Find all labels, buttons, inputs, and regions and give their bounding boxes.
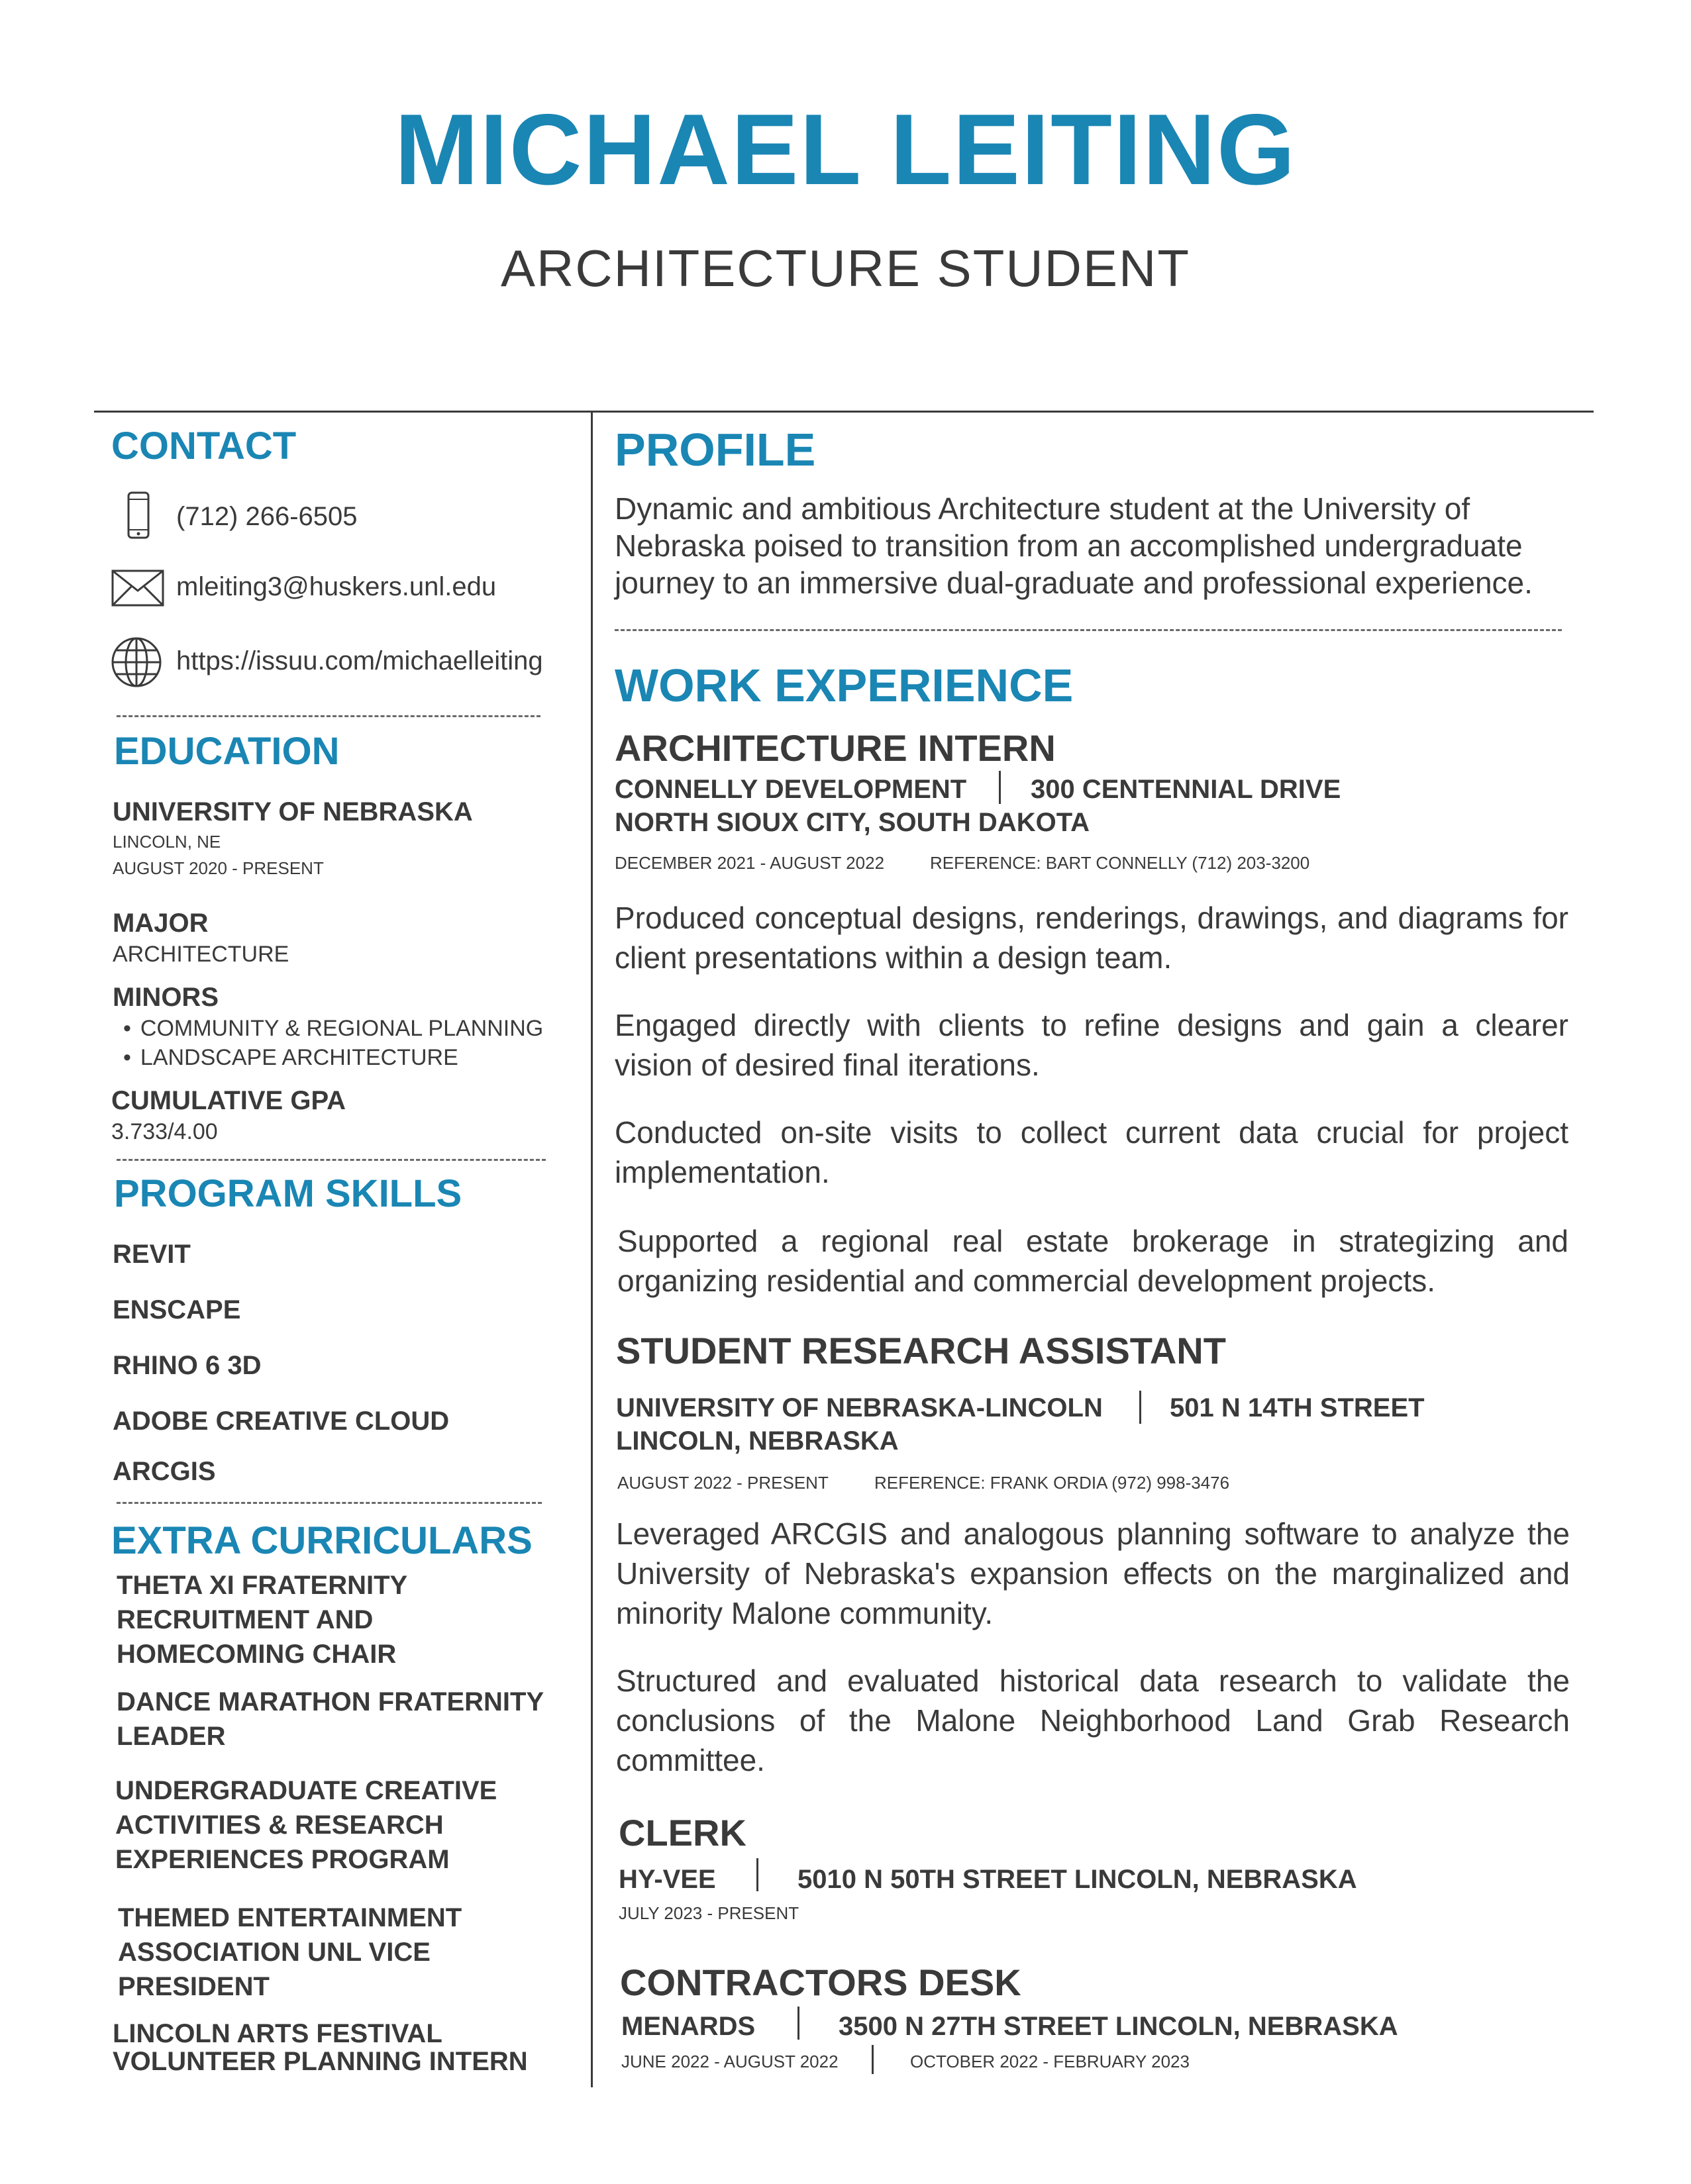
column-divider	[591, 412, 593, 2087]
job-title: STUDENT RESEARCH ASSISTANT	[616, 1330, 1226, 1371]
resume-name: MICHAEL LEITING	[394, 93, 1297, 206]
job-dates: DECEMBER 2021 - AUGUST 2022	[615, 853, 885, 873]
job-title: CLERK	[619, 1812, 746, 1854]
job-dates: JUNE 2022 - AUGUST 2022	[621, 2052, 839, 2071]
skill-item: ARCGIS	[113, 1457, 216, 1486]
job-dates: JULY 2023 - PRESENT	[619, 1903, 799, 1923]
education-dates: AUGUST 2020 - PRESENT	[113, 858, 324, 878]
job-dates-second: OCTOBER 2022 - FEBRUARY 2023	[910, 2052, 1190, 2071]
phone-icon	[110, 489, 166, 544]
education-heading: EDUCATION	[114, 730, 340, 773]
job-address: 300 CENTENNIAL DRIVE	[1031, 775, 1341, 804]
job-city: LINCOLN, NEBRASKA	[616, 1426, 899, 1456]
job-dates: AUGUST 2022 - PRESENT	[617, 1473, 829, 1493]
major-label: MAJOR	[113, 909, 209, 938]
section-divider	[117, 1159, 546, 1161]
globe-icon	[109, 634, 164, 690]
gpa-value: 3.733/4.00	[111, 1119, 218, 1144]
section-divider	[615, 629, 1562, 631]
gpa-label: CUMULATIVE GPA	[111, 1086, 346, 1115]
job-bullet: Supported a regional real estate brokerage in strategizing and organizing residential and commercial development projects.	[617, 1224, 1568, 1298]
education-location: LINCOLN, NE	[113, 832, 221, 852]
job-reference: REFERENCE: BART CONNELLY (712) 203-3200	[930, 853, 1310, 873]
job-address: 3500 N 27TH STREET LINCOLN, NEBRASKA	[839, 2012, 1398, 2041]
org-separator	[797, 2007, 799, 2040]
contact-email[interactable]: mleiting3@huskers.unl.edu	[176, 572, 497, 601]
section-divider	[117, 1502, 542, 1504]
major-value: ARCHITECTURE	[113, 942, 289, 967]
job-title: ARCHITECTURE INTERN	[615, 727, 1056, 769]
minor-item: • LANDSCAPE ARCHITECTURE	[123, 1046, 458, 1069]
job-bullet: Leveraged ARCGIS and analogous planning software to analyze the University of Nebraska's expansion effects on the marginalized and minority Malone community.	[616, 1516, 1570, 1630]
minor-item: • COMMUNITY & REGIONAL PLANNING	[123, 1017, 543, 1040]
job-org: CONNELLY DEVELOPMENT	[615, 775, 967, 804]
minors-label: MINORS	[113, 983, 219, 1012]
contact-heading: CONTACT	[111, 424, 297, 468]
skill-item: ENSCAPE	[113, 1295, 241, 1324]
work-heading: WORK EXPERIENCE	[615, 660, 1074, 711]
profile-heading: PROFILE	[615, 424, 816, 475]
org-separator	[1139, 1391, 1141, 1424]
extracurricular-item: DANCE MARATHON FRATERNITY LEADER	[117, 1687, 544, 1751]
mail-icon	[110, 560, 166, 616]
contact-phone[interactable]: (712) 266-6505	[176, 502, 358, 531]
job-bullet: Conducted on-site visits to collect current data crucial for project implementation.	[615, 1115, 1568, 1189]
org-separator	[999, 771, 1001, 804]
extracurricular-item: THEMED ENTERTAINMENT ASSOCIATION UNL VICE PRESIDENT	[118, 1903, 462, 2001]
dates-separator	[872, 2045, 874, 2074]
resume-title: ARCHITECTURE STUDENT	[500, 239, 1190, 297]
org-separator	[756, 1858, 758, 1891]
skills-heading: PROGRAM SKILLS	[114, 1172, 462, 1215]
job-address: 5010 N 50TH STREET LINCOLN, NEBRASKA	[797, 1865, 1357, 1894]
job-reference: REFERENCE: FRANK ORDIA (972) 998-3476	[874, 1473, 1230, 1493]
job-city: NORTH SIOUX CITY, SOUTH DAKOTA	[615, 808, 1090, 837]
job-org: UNIVERSITY OF NEBRASKA-LINCOLN	[616, 1393, 1103, 1422]
skill-item: REVIT	[113, 1240, 191, 1269]
job-address: 501 N 14TH STREET	[1170, 1393, 1425, 1422]
section-divider	[117, 715, 540, 717]
extracurricular-item: LINCOLN ARTS FESTIVAL VOLUNTEER PLANNING INTERN	[113, 2019, 528, 2076]
skill-item: ADOBE CREATIVE CLOUD	[113, 1407, 450, 1436]
job-bullet: Structured and evaluated historical data research to validate the conclusions of the Malone Neighborhood Land Grab Research committee.	[616, 1663, 1570, 1777]
header-divider	[94, 411, 1594, 413]
extracurricular-item: UNDERGRADUATE CREATIVE ACTIVITIES & RESEARCH EXPERIENCES PROGRAM	[115, 1776, 497, 1874]
contact-website[interactable]: https://issuu.com/michaelleiting	[176, 646, 543, 675]
job-org: MENARDS	[621, 2012, 756, 2041]
job-bullet: Engaged directly with clients to refine designs and gain a clearer vision of desired final iterations.	[615, 1008, 1568, 1082]
job-org: HY-VEE	[619, 1865, 716, 1894]
job-title: CONTRACTORS DESK	[620, 1961, 1021, 2003]
job-bullet: Produced conceptual designs, renderings, drawings, and diagrams for client presentations within a design team.	[615, 901, 1568, 975]
education-school: UNIVERSITY OF NEBRASKA	[113, 797, 473, 826]
extracurriculars-heading: EXTRA CURRICULARS	[111, 1519, 533, 1562]
extracurricular-item: THETA XI FRATERNITY RECRUITMENT AND HOMECOMING CHAIR	[117, 1571, 407, 1669]
skill-item: RHINO 6 3D	[113, 1351, 262, 1380]
profile-text: Dynamic and ambitious Architecture student at the University of Nebraska poised to transition from an accomplished undergraduate journey to an immersive dual-graduate and professional experience.	[615, 491, 1533, 600]
